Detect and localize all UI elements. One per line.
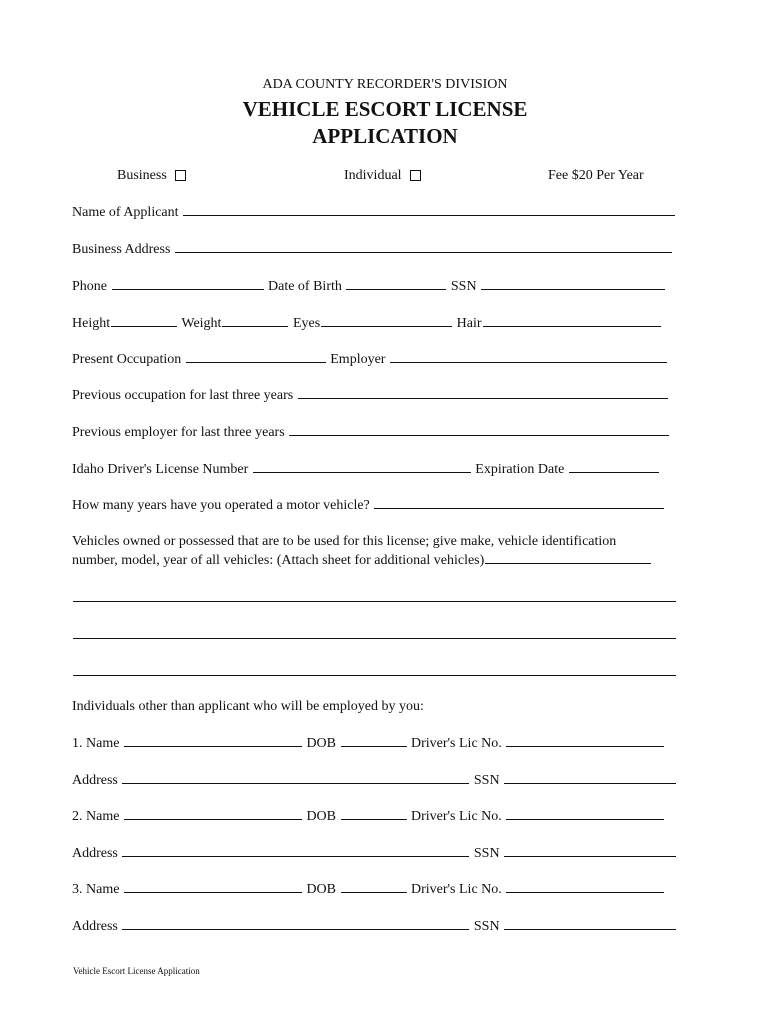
employee-number: 2. bbox=[72, 809, 83, 824]
employee-2-ssn-field[interactable] bbox=[504, 844, 676, 857]
employee-1-lic-field[interactable] bbox=[506, 734, 664, 747]
business-address-label: Business Address bbox=[72, 242, 171, 257]
previous-employer-label: Previous employer for last three years bbox=[72, 425, 285, 440]
employee-dob-label: DOB bbox=[306, 882, 336, 897]
employee-2-row bbox=[72, 807, 665, 826]
physical-description-row bbox=[72, 314, 662, 333]
business-address-row bbox=[72, 240, 673, 259]
employee-2-lic-field[interactable] bbox=[506, 807, 664, 820]
employee-3-lic-field[interactable] bbox=[506, 880, 664, 893]
employee-2-dob-field[interactable] bbox=[341, 807, 407, 820]
form-title-line2: APPLICATION bbox=[312, 124, 458, 148]
vehicles-instructions-line2: number, model, year of all vehicles: (Attach sheet for additional vehicles) bbox=[72, 553, 485, 568]
individual-checkbox[interactable] bbox=[410, 170, 421, 181]
employee-3-ssn-field[interactable] bbox=[504, 917, 676, 930]
employee-ssn-label: SSN bbox=[473, 919, 500, 934]
years-operated-label: How many years have you operated a motor vehicle? bbox=[72, 498, 370, 513]
name-of-applicant-field[interactable] bbox=[183, 203, 675, 216]
employee-name-label: Name bbox=[86, 736, 120, 751]
license-number-label: Idaho Driver's License Number bbox=[72, 462, 249, 477]
previous-employer-field[interactable] bbox=[289, 423, 669, 436]
employee-1-ssn-field[interactable] bbox=[504, 771, 676, 784]
footer-text: Vehicle Escort License Application bbox=[73, 966, 200, 976]
present-occupation-field[interactable] bbox=[186, 350, 326, 363]
employee-1-dob-field[interactable] bbox=[341, 734, 407, 747]
occupation-row bbox=[72, 350, 668, 369]
employer-label: Employer bbox=[330, 352, 386, 367]
employee-ssn-label: SSN bbox=[473, 846, 500, 861]
license-number-field[interactable] bbox=[253, 460, 471, 473]
date-of-birth-field[interactable] bbox=[346, 277, 446, 290]
employee-address-label: Address bbox=[72, 773, 118, 788]
years-operated-field[interactable] bbox=[374, 496, 664, 509]
previous-employer-row bbox=[72, 423, 670, 442]
previous-occupation-field[interactable] bbox=[298, 386, 668, 399]
employee-number: 3. bbox=[72, 882, 83, 897]
form-title-line1: VEHICLE ESCORT LICENSE bbox=[242, 97, 528, 121]
vehicles-field-line2[interactable] bbox=[73, 638, 676, 639]
employee-address-label: Address bbox=[72, 846, 118, 861]
ssn-label: SSN bbox=[450, 279, 477, 294]
employee-ssn-label: SSN bbox=[473, 773, 500, 788]
employer-field[interactable] bbox=[390, 350, 667, 363]
employee-3-name-field[interactable] bbox=[124, 880, 302, 893]
height-field[interactable] bbox=[111, 314, 177, 327]
vehicles-instructions-line1: Vehicles owned or possessed that are to be used for this license; give make, vehicle identification bbox=[72, 534, 617, 549]
employees-heading: Individuals other than applicant who will be employed by you: bbox=[72, 699, 424, 714]
expiration-date-field[interactable] bbox=[569, 460, 659, 473]
eyes-label: Eyes bbox=[292, 316, 321, 331]
weight-label: Weight bbox=[181, 316, 222, 331]
employee-lic-label: Driver's Lic No. bbox=[411, 882, 502, 897]
phone-dob-ssn-row bbox=[72, 277, 666, 296]
employee-1-name-field[interactable] bbox=[124, 734, 302, 747]
phone-label: Phone bbox=[72, 279, 107, 294]
years-operated-row bbox=[72, 496, 665, 515]
name-of-applicant-row bbox=[72, 203, 676, 222]
fee-text: Fee $20 Per Year bbox=[548, 168, 644, 183]
business-checkbox[interactable] bbox=[175, 170, 186, 181]
employee-dob-label: DOB bbox=[306, 736, 336, 751]
date-of-birth-label: Date of Birth bbox=[268, 279, 342, 294]
employee-name-label: Name bbox=[86, 809, 120, 824]
employee-3-row bbox=[72, 880, 665, 899]
employee-name-label: Name bbox=[86, 882, 120, 897]
present-occupation-label: Present Occupation bbox=[72, 352, 182, 367]
employee-2-address-row bbox=[72, 844, 677, 863]
employee-2-name-field[interactable] bbox=[124, 807, 302, 820]
employee-1-row bbox=[72, 734, 665, 753]
employee-1-address-field[interactable] bbox=[122, 771, 469, 784]
employee-2-address-field[interactable] bbox=[122, 844, 469, 857]
employee-3-dob-field[interactable] bbox=[341, 880, 407, 893]
hair-label: Hair bbox=[456, 316, 482, 331]
height-label: Height bbox=[72, 316, 111, 331]
division-name: ADA COUNTY RECORDER'S DIVISION bbox=[262, 77, 508, 92]
employee-lic-label: Driver's Lic No. bbox=[411, 809, 502, 824]
previous-occupation-label: Previous occupation for last three years bbox=[72, 388, 294, 403]
employee-address-label: Address bbox=[72, 919, 118, 934]
previous-occupation-row bbox=[72, 386, 669, 405]
employee-lic-label: Driver's Lic No. bbox=[411, 736, 502, 751]
vehicles-field-line0[interactable] bbox=[485, 551, 651, 564]
employee-number: 1. bbox=[72, 736, 83, 751]
ssn-field[interactable] bbox=[481, 277, 665, 290]
phone-field[interactable] bbox=[112, 277, 264, 290]
individual-label: Individual bbox=[344, 168, 402, 183]
employee-3-address-row bbox=[72, 917, 677, 936]
license-row bbox=[72, 460, 660, 479]
individual-option[interactable] bbox=[344, 167, 421, 185]
employee-dob-label: DOB bbox=[306, 809, 336, 824]
employee-3-address-field[interactable] bbox=[122, 917, 469, 930]
weight-field[interactable] bbox=[222, 314, 288, 327]
hair-field[interactable] bbox=[483, 314, 661, 327]
business-label: Business bbox=[117, 168, 167, 183]
vehicles-field-line3[interactable] bbox=[73, 675, 676, 676]
business-option[interactable] bbox=[117, 167, 186, 185]
eyes-field[interactable] bbox=[321, 314, 452, 327]
employee-1-address-row bbox=[72, 771, 677, 790]
name-of-applicant-label: Name of Applicant bbox=[72, 205, 179, 220]
vehicles-row bbox=[72, 551, 652, 570]
vehicles-field-line1[interactable] bbox=[73, 601, 676, 602]
expiration-date-label: Expiration Date bbox=[475, 462, 565, 477]
business-address-field[interactable] bbox=[175, 240, 672, 253]
